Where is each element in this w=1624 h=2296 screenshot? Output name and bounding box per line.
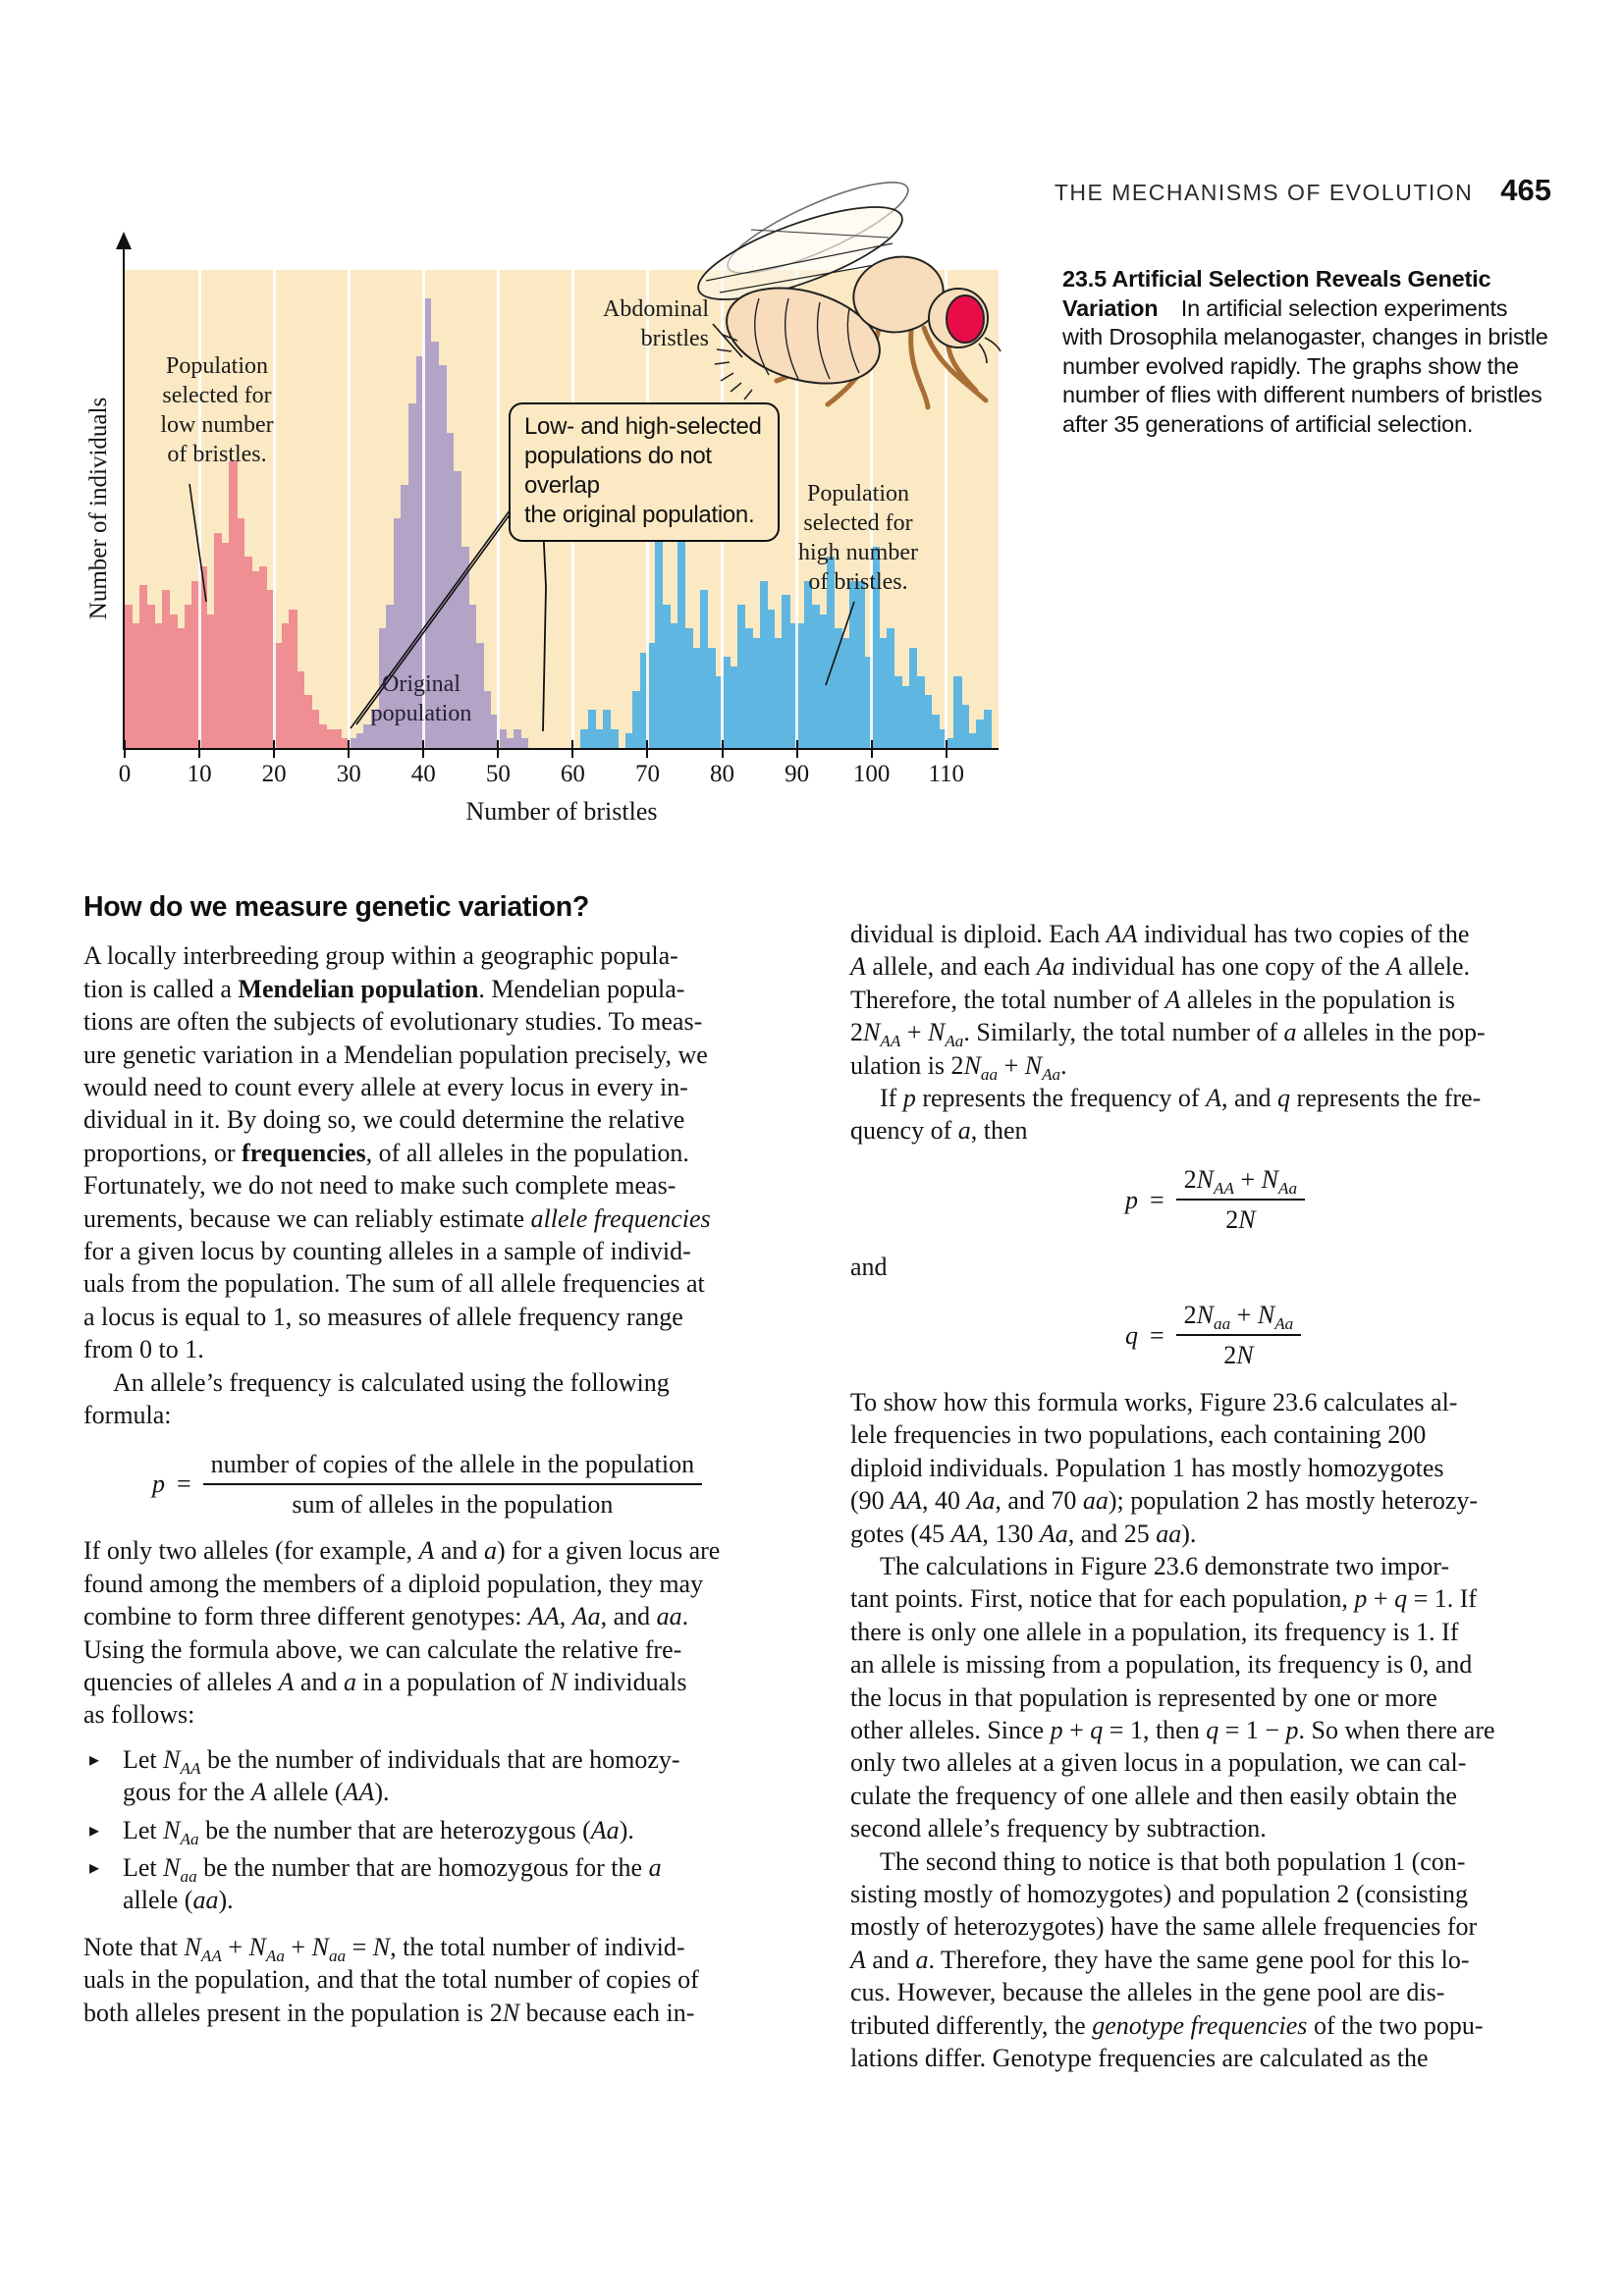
page-number: 465 <box>1500 173 1551 207</box>
bullet-list <box>83 1743 810 1917</box>
fraction <box>1176 1299 1302 1372</box>
gridline <box>348 270 351 748</box>
axis-tick <box>646 740 648 758</box>
list-item <box>83 1743 810 1809</box>
equals-sign: = <box>1150 1185 1164 1214</box>
paragraph: dividual is diploid. Each AA individual has two copies of the A allele, and each Aa individual has one copy of the A allele. Therefore, the total number of A alleles in the population is $2N_{AA} + N_{Aa}$. Similarly, the total number of a alleles in the pop- ulation is $2N_{aa} + N_{Aa}$. <box>850 920 1486 1084</box>
figure-chart <box>57 165 1024 852</box>
x-tick-label: 10 <box>187 761 212 787</box>
fly-illustration <box>690 179 1004 412</box>
x-tick-label: 60 <box>560 761 585 787</box>
fraction <box>1176 1163 1305 1237</box>
q-frequency-formula <box>1125 1299 1577 1372</box>
label-high-population: Population selected for high number of bristles. <box>798 481 918 595</box>
label-low-population: Population selected for low number of bristles. <box>160 353 274 467</box>
axis-tick <box>871 740 873 758</box>
list-item-text: Let $N_{AA}$ be the number of individuals that are homozy- gous for the A allele (AA). <box>123 1744 680 1807</box>
axis-tick <box>422 740 424 758</box>
x-tick-label: 90 <box>785 761 810 787</box>
x-tick-label: 50 <box>485 761 511 787</box>
x-tick-label: 0 <box>118 761 132 787</box>
x-tick-label: 100 <box>852 761 891 787</box>
x-tick-label: 30 <box>336 761 361 787</box>
x-axis-label: Number of bristles <box>465 797 658 826</box>
gridline <box>198 270 201 748</box>
fraction-numerator: $2N_{AA} + N_{Aa}$ <box>1176 1163 1305 1201</box>
label-original-population: Original population <box>370 671 472 726</box>
histogram-bar <box>984 710 992 748</box>
label-abdominal-bristles: Abdominal bristles <box>603 296 709 351</box>
axis-tick <box>946 740 947 758</box>
section-heading: How do we measure genetic variation? <box>83 891 590 923</box>
right-column <box>850 891 1577 2074</box>
callout-no-overlap: Low- and high-selected populations do not overlap the original population. <box>509 402 780 542</box>
list-item-text: Let $N_{aa}$ be the number that are homozygous for the a allele (aa). <box>123 1852 662 1915</box>
axis-tick <box>497 740 499 758</box>
paragraph: If only two alleles (for example, A and a) for a given locus are found among the members of a diploid population, they may combine to form three different genotypes: AA, Aa, and aa. Using the formula above, we can calculate the relative fre- quencies of alleles A and a in a population of N individuals as follows: <box>83 1536 721 1730</box>
axis-tick <box>796 740 798 758</box>
axis-tick <box>571 740 573 758</box>
list-item <box>83 1851 810 1917</box>
axis-tick <box>124 740 126 758</box>
allele-frequency-formula <box>152 1448 810 1522</box>
y-axis-label: Number of individuals <box>85 397 112 620</box>
axis-tick <box>273 740 275 758</box>
fraction-denominator: sum of alleles in the population <box>292 1489 614 1519</box>
paragraph: Note that $N_{AA} + N_{Aa} + N_{aa} = N$, the total number of individ- uals in the population, and that the total number of copies of both alleles present in the population is 2N because each in- <box>83 1932 699 2027</box>
paragraph: To show how this formula works, Figure 23.6 calculates al- lele frequencies in two populations, each containing 200 diploid individuals. Population 1 has mostly homozygotes (90 AA, 40 Aa, and 70 aa); population 2 has mostly heterozy- gotes (45 AA, 130 Aa, and 25 aa). <box>850 1387 1479 1548</box>
fly-antenna <box>979 338 1001 363</box>
x-tick-label: 20 <box>261 761 287 787</box>
x-tick-label: 70 <box>634 761 660 787</box>
equals-sign: = <box>1150 1320 1164 1350</box>
fraction-numerator: $2N_{aa} + N_{Aa}$ <box>1176 1299 1302 1336</box>
formula-lhs: p <box>1125 1185 1138 1214</box>
fraction <box>203 1448 702 1522</box>
fly-eye <box>947 295 984 343</box>
chapter-title: THE MECHANISMS OF EVOLUTION <box>1054 180 1474 205</box>
bullet-icon: ▸ <box>89 1856 100 1879</box>
left-column <box>83 891 810 2029</box>
running-head <box>982 173 1551 208</box>
paragraph: The second thing to notice is that both population 1 (con- sisting mostly of homozygotes) and population 2 (consisting mostly of heterozygotes) have the same allele frequencies for A and a. Therefore, they have the same gene pool for this lo- cus. However, because the alleles in the gene pool are dis- tributed differently, the genotype frequencies of the two popu- lations differ. Genotype frequencies are calculated as the <box>850 1846 1484 2072</box>
axis-tick <box>722 740 724 758</box>
formula-lhs: p <box>152 1469 165 1499</box>
p-frequency-formula <box>1125 1163 1577 1237</box>
fraction-numerator: number of copies of the allele in the population <box>203 1448 702 1485</box>
fraction-denominator: 2N <box>1223 1341 1254 1370</box>
axis-tick <box>198 740 200 758</box>
equals-sign: = <box>177 1469 191 1499</box>
x-tick-label: 40 <box>410 761 436 787</box>
y-axis-line <box>123 249 125 271</box>
paragraph: An allele’s frequency is calculated using the following formula: <box>83 1367 670 1430</box>
fraction-denominator: 2N <box>1225 1205 1256 1235</box>
paragraph: A locally interbreeding group within a geographic popula- tion is called a Mendelian population. Mendelian popula- tions are often the subjects of evolutionary studies. To meas- ure genetic variation in a Mendelian population precisely, we would need to count every allele at every locus in every in- dividual in it. By doing so, we could determine the relative proportions, or frequencies, of all alleles in the population. Fortunately, we do not need to make such complete meas- urements, because we can reliably estimate allele frequencies for a given locus by counting alleles in a sample of individ- uals from the population. The sum of all allele frequencies at a locus is equal to 1, so measures of allele frequency range from 0 to 1. <box>83 941 711 1364</box>
list-item <box>83 1814 810 1846</box>
bullet-icon: ▸ <box>89 1819 100 1842</box>
paragraph: If p represents the frequency of A, and q represents the fre- quency of a, then <box>850 1084 1482 1146</box>
x-tick-label: 110 <box>928 761 965 787</box>
figure-caption: 23.5 Artificial Selection Reveals Genetic Variation In artificial selection experiments with Drosophila melanogaster, changes in bristle number evolved rapidly. The graphs show the number of flies with different numbers of bristles after 35 generations of artificial selection. <box>1062 266 1548 437</box>
histogram-bar <box>610 729 618 748</box>
gridline <box>497 270 500 748</box>
axis-tick <box>348 740 350 758</box>
gridline <box>273 270 276 748</box>
histogram-bar <box>520 738 528 748</box>
paragraph: The calculations in Figure 23.6 demonstrate two impor- tant points. First, notice that for each population, p + q = 1. If there is only one allele in a population, its frequency is 1. If an allele is missing from a population, its frequency is 0, and the locus in that population is represented by one or more other alleles. Since p + q = 1, then q = 1 − p. So when there are only two alleles at a given locus in a population, we can cal- culate the frequency of one allele and then easily obtain the second allele’s frequency by subtraction. <box>850 1551 1495 1843</box>
list-item-text: Let $N_{Aa}$ be the number that are heterozygous (Aa). <box>123 1815 634 1848</box>
x-tick-label: 80 <box>710 761 735 787</box>
bullet-icon: ▸ <box>89 1748 100 1771</box>
formula-lhs: q <box>1125 1320 1138 1350</box>
and-connector: and <box>850 1252 888 1281</box>
y-axis-arrow-icon <box>116 232 132 249</box>
